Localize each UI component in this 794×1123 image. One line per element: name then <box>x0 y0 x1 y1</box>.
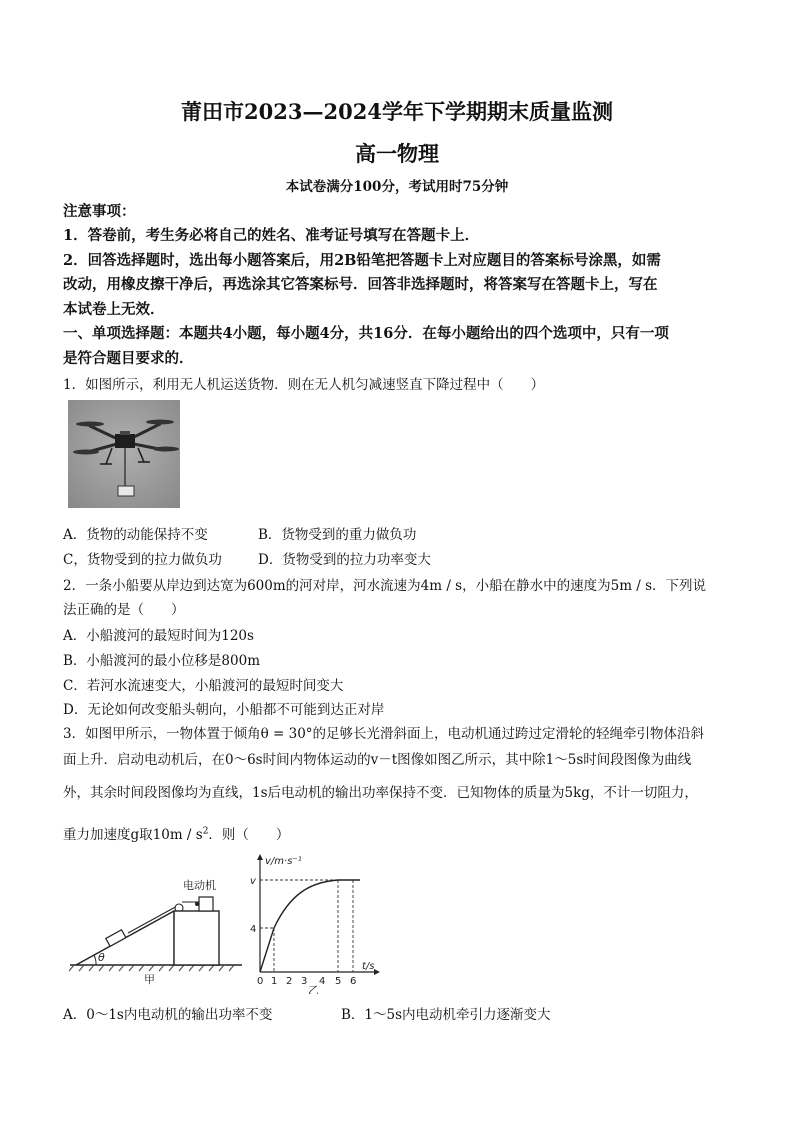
x-tick: 3 <box>301 976 308 987</box>
x-tick: 1 <box>271 976 278 987</box>
section-1-heading: 一、单项选择题：本题共4小题，每小题4分，共16分．在每小题给出的四个选项中，只有一项 <box>63 325 669 342</box>
drone-photo <box>68 400 180 508</box>
q3-stem-line-3: 外，其余时间段图像均为直线，1s后电动机的输出功率保持不变．已知物体的质量为5kg，不计一切阻力， <box>63 785 698 801</box>
x-tick: 6 <box>350 976 357 987</box>
subject-title: 高一物理 <box>355 141 439 166</box>
fig-b-caption: 乙 <box>308 984 319 994</box>
q2-option-a: A．小船渡河的最短时间为120s <box>63 628 254 644</box>
v-axis-label: v/m·s⁻¹ <box>265 856 302 867</box>
notice-item-2-line-2: 改动，用橡皮擦干净后，再选涂其它答案标号．回答非选择题时，将答案写在答题卡上，写在 <box>63 276 658 293</box>
q1-option-a: A．货物的动能保持不变 <box>63 527 208 543</box>
q2-option-c: C．若河水流速变大，小船渡河的最短时间变大 <box>63 678 344 694</box>
drone-illustration <box>68 400 180 508</box>
q1-option-b: B．货物受到的重力做负功 <box>258 527 417 543</box>
q3-stem-line-1: 3．如图甲所示，一物体置于倾角θ = 30°的足够长光滑斜面上，电动机通过跨过定滑轮的轻绳牵引物体沿斜 <box>63 726 705 742</box>
q2-option-d: D．无论如何改变船头朝向，小船都不可能到达正对岸 <box>63 702 385 718</box>
section-1-heading-cont: 是符合题目要求的． <box>63 350 194 367</box>
q1-stem: 1．如图所示，利用无人机运送货物．则在无人机匀减速竖直下降过程中（ ） <box>63 377 545 393</box>
x-tick: 5 <box>335 976 342 987</box>
q3-stem-line-2: 面上升．启动电动机后，在0～6s时间内物体运动的v－t图像如图乙所示，其中除1～5s时间段图像为曲线 <box>63 752 692 768</box>
figure-vt-graph <box>246 852 386 994</box>
four-mark: 4 <box>250 924 257 935</box>
q1-option-d: D．货物受到的拉力功率变大 <box>258 552 431 568</box>
exam-note: 本试卷满分100分，考试用时75分钟 <box>285 179 509 195</box>
motor-label: 电动机 <box>183 879 216 892</box>
q3-stem-exponent: 2 <box>202 826 209 837</box>
v-mark: v <box>250 876 256 887</box>
q2-stem-line-2: 法正确的是（ ） <box>63 602 185 618</box>
q3-option-b: B．1～5s内电动机牵引力逐渐变大 <box>341 1007 551 1023</box>
q2-option-b: B．小船渡河的最小位移是800m <box>63 653 260 669</box>
q3-stem-line-4 <box>63 823 289 843</box>
notice-item-2-line-3: 本试卷上无效． <box>63 301 165 318</box>
notice-heading: 注意事项： <box>63 203 136 220</box>
q2-stem-line-1: 2．一条小船要从岸边到达宽为600m的河对岸，河水流速为4m / s，小船在静水中的速度为5m / s．下列说 <box>63 578 707 594</box>
q3-option-a: A．0～1s内电动机的输出功率不变 <box>63 1007 273 1023</box>
figure-incline-motor <box>66 865 246 995</box>
x-tick: 0 <box>257 976 264 987</box>
t-axis-label: t/s <box>362 961 375 972</box>
q1-option-c: C，货物受到的拉力做负功 <box>63 552 222 568</box>
q3-stem-line-4-pre: 重力加速度g取10m / s <box>63 827 203 843</box>
q3-stem-line-4-post: ．则（ ） <box>208 827 290 843</box>
notice-item-2-line-1: 2．回答选择题时，选出每小题答案后，用2B铅笔把答题卡上对应题目的答案标号涂黑，如需 <box>63 252 661 269</box>
fig-a-caption: 甲 <box>144 973 155 986</box>
x-tick: 2 <box>286 976 293 987</box>
theta-label: θ <box>98 951 105 964</box>
x-tick: 4 <box>319 976 326 987</box>
exam-title: 莆田市2023—2024学年下学期期末质量监测 <box>181 99 613 124</box>
notice-item-1: 1．答卷前，考生务必将自己的姓名、准考证号填写在答题卡上． <box>63 227 480 244</box>
